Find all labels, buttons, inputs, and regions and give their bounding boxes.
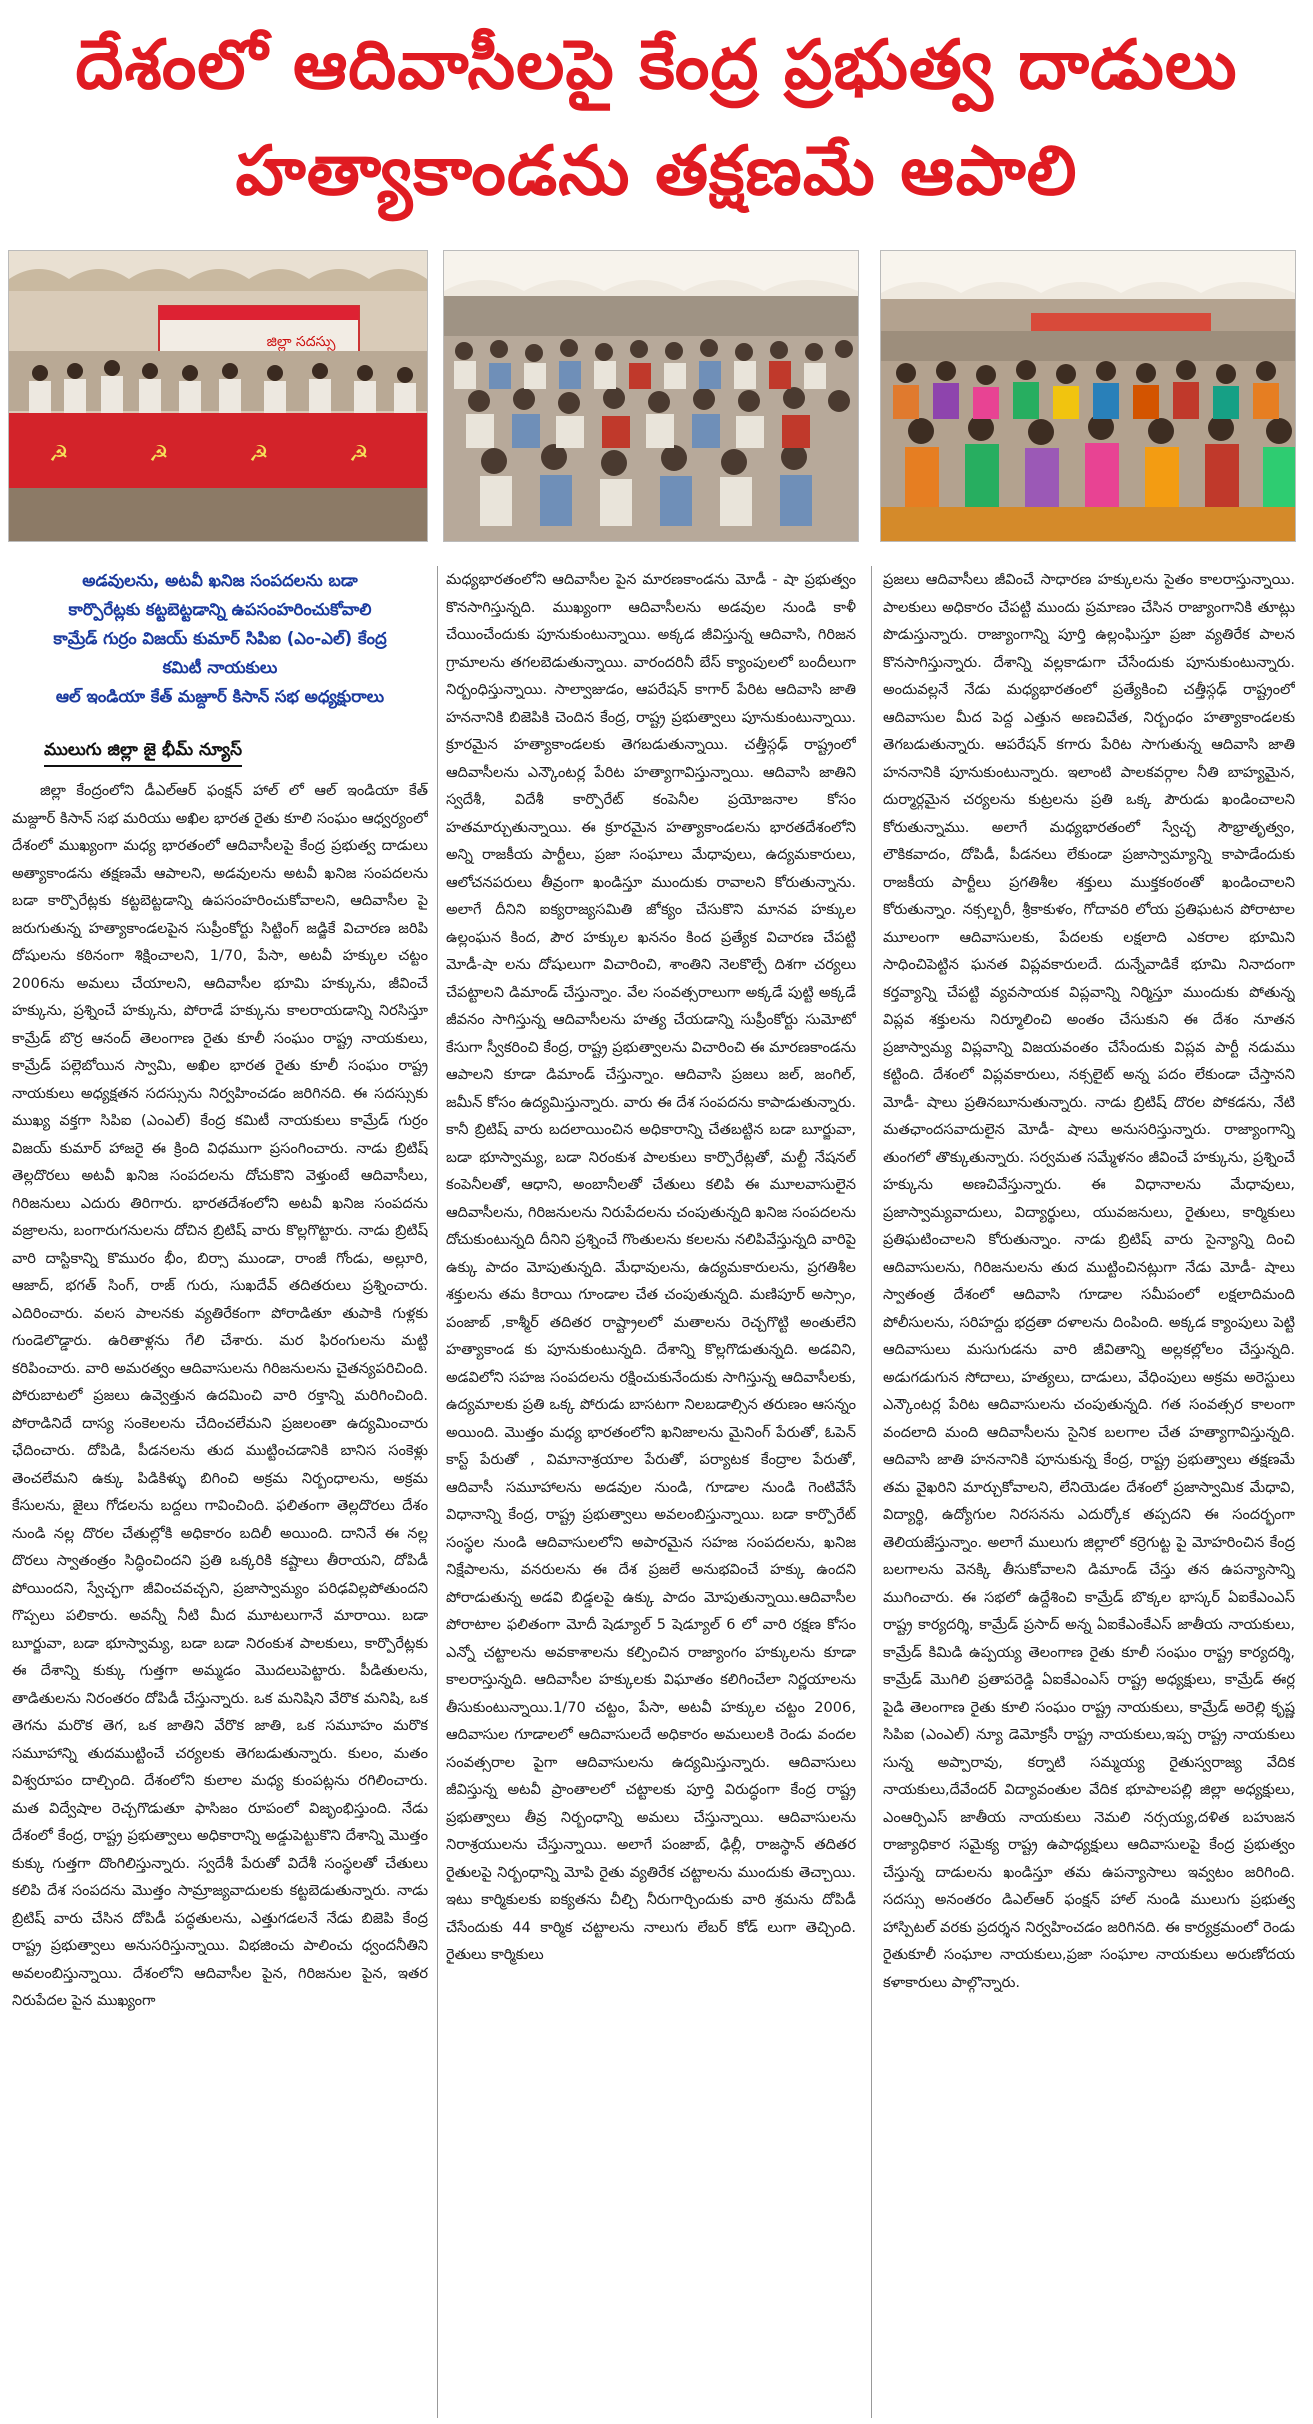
article-column-1: జిల్లా కేంద్రంలోని డీఎల్ఆర్ ఫంక్షన్ హాల్ లో ఆల్ ఇండియా కేత్ మజ్దూర్ కిసాన్ సభ మరియు అఖిల భారత రైతు కూలి సంఘం ఆధ్వర్యంలో దేశంలో ముఖ్యంగా మధ్య భారతంలో ఆదివాసీలపై కేంద్ర ప్రభుత్వ దాడులు అత్యాకాండను తక్షణమే ఆపాలని, అడవులను అటవీ ఖనిజ సంపదలను బడా కార్పొరేట్లకు కట్టబెట్టడాన్ని ఉపసంహరించుకోవాలని, ఆదివాసీల పై జరుగుతున్న హత్యాకాండలపైన సుప్రీంకోర్టు సిట్టింగ్ జడ్జికే విచారణ జరిపి దోషులను కఠినంగా శిక్షించాలని, 1/70, పేసా, అటవీ హక్కుల చట్టం 2006ను అమలు చేయాలని, ఆదివాసీల భూమి హక్కును, జీవించే హక్కును, ప్రశ్నించే హక్కును, పోరాడే హక్కును కాలరాయడాన్ని నిరసిస్తూ కామ్రేడ్ బొర్ర ఆనంద్ తెలంగాణ రైతు కూలీ సంఘం రాష్ట్ర నాయకులు, కామ్రేడ్ పల్లెబోయిన స్వామి, అఖిల భారత రైతు కూలీ సంఘం రాష్ట్ర నాయకులు అధ్యక్షతన సదస్సును నిర్వహించడం జరిగినది. ఈ సదస్సుకు ముఖ్య వక్తగా సిపిఐ (ఎంఎల్) కేంద్ర కమిటీ నాయకులు కామ్రేడ్ గుర్రం విజయ్ కుమార్ హాజరై ఈ క్రింది విధముగా ప్రసంగించారు. నాడు బ్రిటిష్ తెల్లదొరలు అటవీ ఖనిజ సంపదలను దోచుకొని వెళ్తుంటే ఆదివాసీలు, గిరిజనులు ఎదురు తిరిగారు. భారతదేశంలోని అటవీ ఖనిజ సంపదను వజ్రాలను, బంగారుగనులను దోచిన బ్రిటిష్ వారు కొల్లగొట్టారు. నాడు బ్రిటిష్ వారి దాస్టికాన్ని కొమురం భీం, బిర్సా ముండా, రాంజీ గోండు, అల్లూరి, ఆజాద్, భగత్ సింగ్, రాజ్ గురు, సుఖదేవ్ తదితరులు ప్రశ్నించారు. ఎదిరించారు. వలస పాలనకు వ్యతిరేకంగా పోరాడితూ తుపాకి గుళ్లకు గుండెలొడ్డారు. ఉరితాళ్లను గేలి చేశారు. మర ఫిరంగులను మట్టి కరిపించారు. వారి అమరత్వం ఆదివాసులను గిరిజనులను చైతన్యపరిచింది. పోరుబాటలో ప్రజలు ఉవ్వెత్తున ఉదమించి వారి రక్తాన్ని మరిగించింది. పోరాడినిదే దాస్య సంకెలలను చేదించలేమని ప్రజలంతా ఉద్యమించారు ఛేదించారు. దోపిడి, పీడనలను తుద ముట్టించడానికి బానిస సంకెళ్లు తెంచలేమని ఉక్కు పిడికిళ్ళు బిగించి అక్రమ నిర్బంధాలను, అక్రమ కేసులను, జైలు గోడలను బద్దలు గావించింది. ఫలితంగా తెల్లదొరలు దేశం నుండి నల్ల దొరల చేతుల్లోకి అధికారం బదిలీ అయింది. దానినే ఈ నల్ల దొరలు స్వాతంత్రం సిద్ధించిందని ప్రతి ఒక్కరికి కష్టాలు తీరాయని, దోపిడీ పోయిందని, స్వేచ్ఛగా జీవించవచ్చని, ప్రజాస్వామ్యం పరిఢవిల్లపోతుందని గొప్పలు పలికారు. అవన్నీ నీటి మీద మూటలుగానే మారాయి. బడా బూర్జువా, బడా భూస్వామ్య, బడా బడా నిరంకుశ పాలకులు, కార్పొరేట్లకు ఈ దేశాన్ని కుక్కు గుత్తగా అమ్మడం మొదలుపెట్టారు. పీడితులను, తాడితులను నిరంతరం దోపిడీ చేస్తున్నారు. ఒక మనిషిని వేరొక మనిషి, ఒక తెగను మరొక తెగ, ఒక జాతిని వేరొక జాతి, ఒక సమూహం మరొక సమూహాన్ని తుదముట్టించే చర్యలకు తెగబడుతున్నారు. కులం, మతం విశ్వరూపం దాల్చింది. దేశంలోని కులాల మధ్య కుంపట్లను రగిలించారు. మత విద్వేషాల రెచ్చగొడుతూ ఫాసిజం రూపంలో విజృంభిస్తుంది. నేడు దేశంలో కేంద్ర, రాష్ట్ర ప్రభుత్వాలు అధికారాన్ని అడ్డుపెట్టుకొని దేశాన్ని మొత్తం కుక్కు గుత్తగా దొంగిలిస్తున్నారు. స్వదేశీ పేరుతో విదేశీ సంస్థలతో చేతులు కలిపి దేశ సంపదను మొత్తం సామ్రాజ్యవాదులకు కట్టబెడుతున్నారు. నాడు బ్రిటిష్ వారు చేసిన దోపిడీ పద్ధతులను, ఎత్తుగడలనే నేడు బిజెపి కేంద్ర రాష్ట్ర ప్రభుత్వాలు అనుసరిస్తున్నాయి. విభజించు పాలించు ధ్వందనీతిని అవలంబిస్తున్నాయి. దేశంలోని ఆదివాసీల పైన, గిరిజనుల పైన, ఇతర నిరుపేదల పైన ముఖ్యంగా (12, 782, 428, 2009)
deck-subheadline (10, 566, 430, 711)
column-divider (437, 566, 438, 2418)
deck-line: అడవులను, అటవీ ఖనిజ సంపదలను బడా (82, 571, 358, 590)
article-column-2: మధ్యభారతంలోని ఆదివాసీల పైన మారణకాండను మోడీ - షా ప్రభుత్వం కొనసాగిస్తున్నది. ముఖ్యంగా ఆదివాసీలను అడవుల నుండి కాళీ చేయించేందుకు పూనుకుంటున్నాయి. అక్కడ జీవిస్తున్న ఆదివాసి, గిరిజన గ్రామాలను తగలబెడుతున్నాయి. వారందరినీ బేస్ క్యాంపులలో బందీలుగా నిర్బంధిస్తున్నాయి. సాల్వాజుడం, ఆపరేషన్ కాగార్ పేరిట ఆదివాసి జాతి హననానికి బిజెపికి చెందిన కేంద్ర, రాష్ట్ర ప్రభుత్వాలు పూనుకుంటున్నాయి. క్రూరమైన హత్యాకాండలకు తెగబడుతున్నాయి. చత్తీస్గఢ్ రాష్ట్రంలో ఆదివాసీలను ఎన్కౌంటర్ల పేరిట హత్యాగావిస్తున్నాయి. ఆదివాసి జాతిని స్వదేశీ, విదేశీ కార్పొరేట్ కంపెనీల ప్రయోజనాల కోసం హతమార్చుతున్నాయి. ఈ క్రూరమైన హత్యాకాండలను భారతదేశంలోని అన్ని రాజకీయ పార్టీలు, ప్రజా సంఘాలు మేధావులు, ఉద్యమకారులు, ఆలోచనపరులు తీవ్రంగా ఖండిస్తూ ముందుకు రావాలని కోరుతున్నాను. అలాగే దీనిని ఐక్యరాజ్యసమితి జోక్యం చేసుకొని మానవ హక్కుల ఉల్లంఘన కింద, పౌర హక్కుల ఖననం కింద ప్రత్యేక విచారణ చేపట్టి మోడీ-షా లను దోషులుగా విచారించి, శాంతిని నెలకొల్పే దిశగా చర్యలు చేపట్టాలని డిమాండ్ చేస్తున్నాం. వేల సంవత్సరాలుగా అక్కడే పుట్టి అక్కడే జీవనం సాగిస్తున్న ఆదివాసీలను హత్య చేయడాన్ని సుప్రీంకోర్టు సుమోటో కేసుగా స్వీకరించి కేంద్ర, రాష్ట్ర ప్రభుత్వాలను విచారించి ఈ మారణకాండను ఆపాలని కూడా డిమాండ్ చేస్తున్నాం. ఆదివాసి ప్రజలు జల్, జంగిల్, జమీన్ కోసం ఉద్యమిస్తున్నారు. వారు ఈ దేశ సంపదను కాపాడుతున్నారు. కానీ బ్రిటిష్ వారు బదలాయించిన అధికారాన్ని చేతబట్టిన బడా బూర్జువా, బడా భూస్వామ్య, బడా నిరంకుశ పాలకులు కార్పొరేట్లతో, మల్టీ నేషనల్ కంపెనీలతో, ఆధాని, అంబానీలతో చేతులు కలిపి ఈ మూలవాసులైన ఆదివాసీలను, గిరిజనులను నిరుపేదలను చంపుతున్నది ఖనిజ సంపదలను దోచుకుంటున్నది దీనిని ప్రశ్నించే గొంతులను కలలను నలిపివేస్తున్నది వారిపై ఉక్కు పాదం మోపుతున్నది. మేధావులను, ఉద్యమకారులను, ప్రగతిశీల శక్తులను తమ కిరాయి గూండాల చేత చంపుతున్నది. మణిపూర్ అస్సాం, పంజాబ్ ,కాశ్మీర్ తదితర రాష్ట్రాలలో మతాలను రెచ్చగొట్టి అంతులేని హత్యాకాండ కు పూనుకుంటున్నది. దేశాన్ని కొల్లగొడుతున్నది. అడవిని, అడవిలోని సహజ సంపదలను రక్షించుకునేందుకు సాగిస్తున్న ఆదివాసీలకు, ఉద్యమాలకు ప్రతి ఒక్క పోరుడు బాసటగా నిలబడాల్సిన తరుణం ఆసన్నం అయింది. మొత్తం మధ్య భారతంలోని ఖనిజాలను మైనింగ్ పేరుతో, ఓపెన్ కాస్ట్ పేరుతో , విమానాశ్రయాల పేరుతో, పర్యాటక కేంద్రాల పేరుతో, ఆదివాసీ సమూహాలను అడవుల నుండి, గూడాల నుండి గెంటివేసే విధానాన్ని కేంద్ర, రాష్ట్ర ప్రభుత్వాలు అవలంబిస్తున్నాయి. బడా కార్పొరేట్ సంస్థల నుండి ఆదివాసులలోని అపారమైన సహజ సంపదలను, ఖనిజ నిక్షేపాలను, వనరులను ఈ దేశ ప్రజలే అనుభవించే హక్కు ఉందని పోరాడుతున్న అడవి బిడ్డలపై ఉక్కు పాదం మోపుతున్నాయి.ఆదివాసీల పోరాటాల ఫలితంగా మోదీ షెడ్యూల్ 5 షెడ్యూల్ 6 లో వారి రక్షణ కోసం ఎన్నో చట్టాలను అవకాశాలను కల్పించిన రాజ్యాంగం హక్కులను కూడా కాలరాస్తున్నది. ఆదివాసీల హక్కులకు విఘాతం కలిగించేలా నిర్ణయాలను తీసుకుంటున్నాయి.1/70 చట్టం, పేసా, అటవీ హక్కుల చట్టం 2006, ఆదివాసుల గూడాలలో ఆదివాసులదే అధికారం అమలులకి రెండు వందల సంవత్సరాల పైగా ఆదివాసులను ఉద్యమిస్తున్నారు. ఆదివాసులు జీవిస్తున్న అటవీ ప్రాంతాలలో చట్టాలకు పూర్తి విరుద్ధంగా కేంద్ర రాష్ట్ర ప్రభుత్వాలు తీవ్ర నిర్బంధాన్ని అమలు చేస్తున్నాయి. ఆదివాసులను నిరాశ్రయులను చేస్తున్నాయి. అలాగే పంజాబ్, ఢిల్లీ, రాజస్థాన్ తదితర రైతులపై నిర్బంధాన్ని మోపి రైతు వ్యతిరేక చట్టాలను ముందుకు తెచ్చాయి. ఇటు కార్మికులకు ఐక్యతను చీల్చి నీరుగార్చిందుకు వారి శ్రమను దోపిడీ చేసేందుకు 44 కార్మిక చట్టాలను నాలుగు లేబర్ కోడ్ లుగా తెచ్చింది. రైతులు కార్మికులు (446, 571, 856, 1963)
deck-line: కార్పొరేట్లకు కట్టబెట్టడాన్ని ఉపసంహరించుకోవాలి (68, 600, 372, 619)
svg-text:☭: ☭ (49, 442, 69, 467)
headline-line-1: దేశంలో ఆదివాసీలపై కేంద్ర ప్రభుత్వ దాడులు (75, 26, 1238, 105)
banner-text: జిల్లా సదస్సు (266, 334, 336, 350)
deck-line: కమిటీ నాయకులు (162, 658, 278, 677)
svg-text:☭: ☭ (349, 442, 369, 467)
photo-women-audience (880, 250, 1296, 542)
byline: ములుగు జిల్లా జై భీమ్ న్యూస్ (44, 740, 242, 767)
headline-line-2: హత్యాకాండను తక్షణమే ఆపాలి (235, 132, 1078, 211)
headline (0, 0, 1313, 235)
photo-stage (8, 250, 428, 542)
deck-line: ఆల్ ఇండియా కేత్ మజ్దూర్ కిసాన్ సభ అధ్యక్షురాలు (55, 687, 385, 706)
svg-text:☭: ☭ (249, 442, 269, 467)
photo-audience (443, 250, 859, 542)
column-divider (871, 566, 872, 2418)
deck-line: కామ్రేడ్ గుర్రం విజయ్ కుమార్ సిపిఐ (ఎం-ఎల్) కేంద్ర (53, 629, 387, 648)
svg-text:☭: ☭ (149, 442, 169, 467)
article-column-3: ప్రజలు ఆదివాసీలు జీవించే సాధారణ హక్కులను సైతం కాలరాస్తున్నాయి. పాలకులు అధికారం చేపట్టి ముందు ప్రమాణం చేసిన రాజ్యాంగానికి తూట్లు పొడుస్తున్నారు. రాజ్యాంగాన్ని పూర్తి ఉల్లంఘిస్తూ ప్రజా వ్యతిరేక పాలన కొనసాగిస్తున్నారు. దేశాన్ని వల్లకాడుగా చేసేందుకు పూనుకుంటున్నారు. అందువల్లనే నేడు మధ్యభారతంలో ప్రత్యేకించి చత్తీస్గఢ్ రాష్ట్రంలో ఆదివాసుల మీద పెద్ద ఎత్తున అణచివేత, నిర్బంధం హత్యాకాండలకు తెగబడుతున్నారు. ఆపరేషన్ కగారు పేరిట సాగుతున్న ఆదివాసి జాతి హననానికి పూనుకుంటున్నారు. ఇలాంటి పాలకవర్గాల నీతి బాహ్యమైన, దుర్మార్గమైన చర్యలను కుట్రలను ప్రతి ఒక్క పౌరుడు ఖండించాలని కోరుతున్నాము. అలాగే మధ్యభారతంలో స్వేచ్ఛ సౌభ్రాతృత్వం, లౌకికవాదం, దోపిడీ, పీడనలు లేకుండా ప్రజాస్వామ్యాన్ని కాపాడేందుకు రాజకీయ పార్టీలు ప్రగతిశీల శక్తులు ముక్తకంఠంతో ఖండించాలని కోరుతున్నాం. నక్సల్బరీ, శ్రీకాకుళం, గోదావరి లోయ ప్రతిఘటన పోరాటాల మూలంగా ఆదివాసులకు, పేదలకు లక్షలాది ఎకరాల భూమిని సాధించిపెట్టిన ఘనత విప్లవకారులదే. దున్నేవాడికే భూమి నినాదంగా కర్తవ్యాన్ని చేపట్టి వ్యవసాయక విప్లవాన్ని నిర్మిస్తూ ముందుకు పోతున్న విప్లవ శక్తులను నిర్మూలించి అంతం చేసుకుని ఈ దేశం నూతన ప్రజాస్వామ్య విప్లవాన్ని విజయవంతం చేసేందుకు విప్లవ పార్టీ నడుము కట్టింది. దేశంలో విప్లవకారులు, నక్సలైట్ అన్న పదం లేకుండా చేస్తానని మోడీ- షాలు ప్రతినబూనుతున్నారు. నాడు బ్రిటిష్ దొరల పోకడను, నేటి మతఛాందసవాదులైన మోడీ- షాలు అనుసరిస్తున్నారు. రాజ్యాంగాన్ని తుంగలో తొక్కుతున్నారు. సర్వమత సమ్మేళనం జీవించే హక్కును, ప్రశ్నించే హక్కును అణచివేస్తున్నారు. ఈ విధానాలను మేధావులు, ప్రజాస్వామ్యవాదులు, విద్యార్థులు, యువజనులు, రైతులు, కార్మికులు ప్రతిఘటించాలని కోరుతున్నాం. నాడు బ్రిటిష్ వారు సైన్యాన్ని దించి ఆదివాసులను, గిరిజనులను తుద ముట్టించినట్లుగా నేడు మోడీ- షాలు స్వాతంత్ర దేశంలో ఆదివాసి గూడాల సమీపంలో లక్షలాదిమంది పోలీసులను, సరిహద్దు భద్రతా దళాలను దింపింది. అక్కడ క్యాంపులు పెట్టి ఆదివాసులు మసుగుడను వారి జీవితాన్ని అల్లకల్లోలం చేస్తున్నది. అడుగడుగున సోదాలు, హత్యలు, దాడులు, వేధింపులు అక్రమ అరెస్టులు ఎన్కౌంటర్ల పేరిట ఆదివాసులను చంపుతున్నది. గత సంవత్సర కాలంగా వందలాది మంది ఆదివాసీలను సైనిక బలగాల చేత హత్యాగావిస్తున్నది. ఆదివాసి జాతి హననానికి పూనుకున్న కేంద్ర, రాష్ట్ర ప్రభుత్వాలు తక్షణమే తమ వైఖరిని మార్చుకోవాలని, లేనియెడల దేశంలో ప్రజాస్వామిక మేధావి, విద్యార్థి, ఉద్యోగుల నిరసనను ఎదుర్కోక తప్పదని ఈ సందర్భంగా తెలియజేస్తున్నాం. అలాగే ములుగు జిల్లాలో కర్రెగుట్ట పై మోహరించిన కేంద్ర బలగాలను వెనక్కి తీసుకోవాలని డిమాండ్ చేస్తు తన ఉపన్యాసాన్ని ముగించారు. ఈ సభలో ఉద్దేశించి కామ్రేడ్ బొక్కల భాస్కర్ ఏఐకేఎంఎస్ రాష్ట్ర కార్యదర్శి, కామ్రేడ్ ప్రసాద్ అన్న ఏఐకేఎంకేఎస్ జాతీయ నాయకులు, కామ్రేడ్ కిమిడి ఉప్పయ్య తెలంగాణ రైతు కూలీ సంఘం రాష్ట్ర కార్యదర్శి, కామ్రేడ్ మొగిలి ప్రతాపరెడ్డి ఏఐకేఎంఎస్ రాష్ట్ర అధ్యక్షులు, కామ్రేడ్ ఈర్ల పైడి తెలంగాణ రైతు కూలి సంఘం రాష్ట్ర నాయకులు, కామ్రేడ్ అరెల్లి కృష్ణ సిపిఐ (ఎంఎల్) న్యూ డెమోక్రసీ రాష్ట్ర నాయకులు,ఇప్ప రాష్ట్ర నాయకులు సున్న అప్పారావు, కర్నాటి సమ్మయ్య రైతుస్వరాజ్య వేదిక నాయకులు,దేవేందర్ విద్యావంతుల వేదిక భూపాలపల్లి జిల్లా అధ్యక్షులు, ఎంఆర్పిఎస్ జాతీయ నాయకులు నెమలి నర్సయ్య,దళిత బహుజన రాజ్యాధికార సమైక్య రాష్ట్ర ఉపాధ్యక్షులు ఆదివాసులపై కేంద్ర ప్రభుత్వం చేస్తున్న దాడులను ఖండిస్తూ తమ ఉపన్యాసాలు ఇవ్వటం జరిగింది. సదస్సు అనంతరం డిఎల్ఆర్ ఫంక్షన్ హాల్ నుండి ములుగు ప్రభుత్వ హాస్పిటల్ వరకు ప్రదర్శన నిర్వహించడం జరిగినది. ఈ కార్యక్రమంలో రెండు రైతుకూలీ సంఘాల నాయకులు,ప్రజా సంఘాల నాయకులు అరుణోదయ కళాకారులు పాల్గొన్నారు. (883, 571, 1295, 1991)
